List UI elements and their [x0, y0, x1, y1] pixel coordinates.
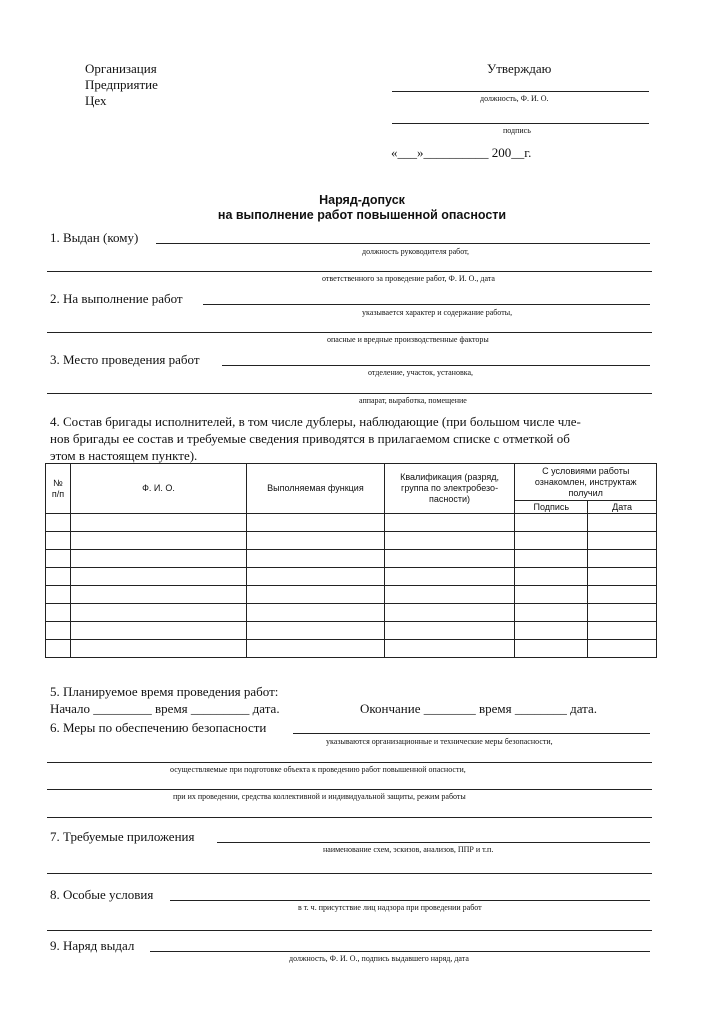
- col-function: Выполняемая функция: [247, 464, 385, 514]
- doc-title: Наряд-допуск: [319, 193, 405, 207]
- section-7-label: 7. Требуемые приложения: [50, 829, 195, 844]
- section-6-caption-1: указываются организационные и технические меры безопасности,: [326, 737, 553, 746]
- section-4-line-1: 4. Состав бригады исполнителей, в том числе дублеры, наблюдающие (при большом числе чле-: [50, 414, 581, 429]
- section-1-caption-1: должность руководителя работ,: [362, 247, 470, 256]
- position-caption: должность, Ф. И. О.: [480, 94, 549, 103]
- workshop-label: Цех: [85, 93, 107, 108]
- section-3-caption-2: аппарат, выработка, помещение: [359, 396, 467, 405]
- start-time-field[interactable]: Начало _________ время _________ дата.: [50, 701, 280, 716]
- section-7-caption-1: наименование схем, эскизов, анализов, ППР и т.п.: [323, 845, 494, 854]
- section-1-label: 1. Выдан (кому): [50, 230, 139, 245]
- col-signature: Подпись: [515, 501, 588, 514]
- section-9-caption-1: должность, Ф. И. О., подпись выдавшего наряд, дата: [289, 954, 469, 963]
- section-4-line-3: этом в настоящем пункте).: [50, 448, 198, 463]
- table-row: [46, 514, 657, 532]
- table-row: [46, 586, 657, 604]
- section-2-label: 2. На выполнение работ: [50, 291, 183, 306]
- table-row: [46, 622, 657, 640]
- signature-caption: подпись: [503, 126, 531, 135]
- col-name: Ф. И. О.: [70, 464, 246, 514]
- crew-table: [45, 463, 657, 658]
- section-8-caption-1: в т. ч. присутствие лиц надзора при проведении работ: [298, 903, 482, 912]
- section-3-label: 3. Место проведения работ: [50, 352, 200, 367]
- table-row: [46, 640, 657, 658]
- section-8-label: 8. Особые условия: [50, 887, 154, 902]
- section-4-line-2: нов бригады ее состав и требуемые сведения приводятся в прилагаемом списке с отметкой об: [50, 431, 570, 446]
- end-time-field[interactable]: Окончание ________ время ________ дата.: [360, 701, 598, 716]
- section-2-caption-1: указывается характер и содержание работы,: [362, 308, 513, 317]
- section-3-line-2[interactable]: [47, 393, 652, 394]
- table-row: [46, 604, 657, 622]
- doc-subtitle: на выполнение работ повышенной опасности: [217, 208, 507, 222]
- section-6-line-3[interactable]: [47, 789, 652, 790]
- section-6-label: 6. Меры по обеспечению безопасности: [50, 720, 267, 735]
- position-line[interactable]: [392, 91, 649, 92]
- section-9-line-1[interactable]: [150, 951, 650, 952]
- section-6-line-4[interactable]: [47, 817, 652, 818]
- col-conditions: С условиями работы ознакомлен, инструктаж получил: [515, 464, 657, 501]
- signature-line[interactable]: [392, 123, 649, 124]
- section-9-label: 9. Наряд выдал: [50, 938, 135, 953]
- section-1-caption-2: ответственного за проведение работ, Ф. И. О., дата: [322, 274, 495, 283]
- enterprise-label: Предприятие: [85, 77, 158, 92]
- section-3-caption-1: отделение, участок, установка,: [368, 368, 474, 377]
- section-6-caption-3: при их проведении, средства коллективной и индивидуальной защиты, режим работы: [173, 792, 466, 801]
- section-2-caption-2: опасные и вредные производственные факторы: [327, 335, 489, 344]
- col-date: Дата: [588, 501, 657, 514]
- section-7-line-2[interactable]: [47, 873, 652, 874]
- section-2-line-1[interactable]: [203, 304, 650, 305]
- approve-label: Утверждаю: [487, 61, 552, 76]
- section-6-caption-2: осуществляемые при подготовке объекта к проведению работ повышенной опасности,: [170, 765, 466, 774]
- table-row: [46, 568, 657, 586]
- col-qualification: Квалификация (разряд, группа по электробезо- пасности): [384, 464, 515, 514]
- section-6-line-2[interactable]: [47, 762, 652, 763]
- table-row: [46, 550, 657, 568]
- section-7-line-1[interactable]: [217, 842, 650, 843]
- table-row: [46, 532, 657, 550]
- section-3-line-1[interactable]: [222, 365, 650, 366]
- org-label: Организация: [85, 61, 157, 76]
- approval-date[interactable]: «___»__________ 200__г.: [391, 145, 532, 160]
- section-8-line-1[interactable]: [170, 900, 650, 901]
- section-6-line-1[interactable]: [293, 733, 650, 734]
- col-number: № п/п: [46, 464, 71, 514]
- section-5-label: 5. Планируемое время проведения работ:: [50, 684, 279, 699]
- section-8-line-2[interactable]: [47, 930, 652, 931]
- section-1-line-2[interactable]: [47, 271, 652, 272]
- section-1-line-1[interactable]: [156, 243, 650, 244]
- section-2-line-2[interactable]: [47, 332, 652, 333]
